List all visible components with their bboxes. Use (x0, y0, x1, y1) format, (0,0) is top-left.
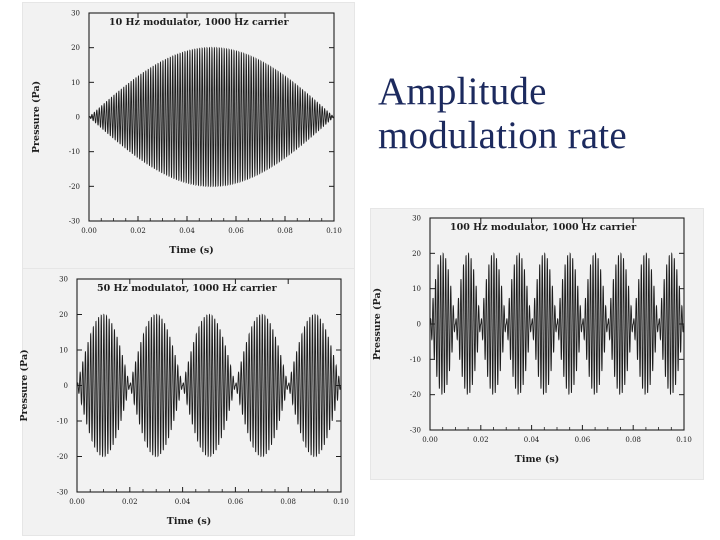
y-tick-label: 30 (59, 275, 68, 284)
waveform-series (89, 48, 334, 186)
y-tick-label: 20 (59, 311, 68, 319)
y-tick-label: 0 (75, 113, 80, 122)
x-tick-label: 0.06 (574, 436, 591, 444)
x-tick-label: 0.10 (326, 227, 342, 235)
slide-title-line-1: Amplitude (378, 70, 547, 113)
y-axis-label: Pressure (Pa) (372, 287, 383, 361)
y-tick-label: -20 (68, 182, 80, 191)
chart-panel-100hz (370, 208, 704, 480)
y-tick-label: -30 (68, 217, 80, 226)
chart-svg (370, 208, 704, 480)
x-tick-label: 0.04 (174, 498, 191, 506)
x-axis-label: Time (s) (166, 516, 212, 527)
y-axis-label: Pressure (Pa) (31, 80, 42, 154)
x-tick-label: 0.08 (280, 498, 296, 506)
x-tick-label: 0.04 (179, 227, 195, 235)
x-tick-label: 0.00 (69, 498, 85, 506)
chart-panel-50hz (19, 268, 355, 536)
y-tick-label: -10 (68, 148, 80, 157)
waveform-series (430, 254, 684, 395)
x-tick-label: 0.04 (523, 436, 540, 444)
y-tick-label: 20 (412, 249, 421, 258)
chart-title: 100 Hz modulator, 1000 Hz carrier (450, 222, 637, 233)
slide-title (378, 70, 708, 158)
x-tick-label: 0.08 (277, 227, 293, 235)
y-tick-label: -10 (56, 417, 68, 426)
y-tick-label: -30 (56, 488, 68, 497)
x-tick-label: 0.10 (676, 436, 692, 444)
x-tick-label: 0.06 (227, 498, 244, 506)
x-tick-label: 0.02 (122, 498, 138, 506)
slide-title-line-2: modulation rate (378, 114, 627, 157)
y-tick-label: 30 (71, 9, 80, 18)
waveform-series (77, 315, 341, 457)
x-tick-label: 0.00 (81, 227, 97, 235)
y-tick-label: -20 (409, 391, 421, 400)
x-axis-label: Time (s) (169, 245, 214, 256)
y-tick-label: 20 (71, 44, 80, 53)
x-tick-label: 0.06 (228, 227, 244, 235)
x-tick-label: 0.00 (422, 436, 438, 444)
chart-title: 10 Hz modulator, 1000 Hz carrier (109, 17, 289, 28)
y-tick-label: 0 (63, 382, 68, 390)
y-axis-label: Pressure (Pa) (19, 349, 30, 422)
x-tick-label: 0.08 (625, 436, 641, 444)
x-tick-label: 0.02 (130, 227, 146, 235)
chart-svg (19, 268, 355, 536)
x-tick-label: 0.10 (333, 498, 349, 506)
y-tick-label: -30 (409, 426, 421, 435)
x-tick-label: 0.02 (473, 436, 489, 444)
chart-svg (22, 2, 355, 270)
y-tick-label: -10 (409, 355, 421, 364)
y-tick-label: 10 (71, 78, 80, 87)
y-tick-label: 30 (412, 214, 421, 223)
chart-title: 50 Hz modulator, 1000 Hz carrier (97, 283, 277, 294)
y-tick-label: 0 (416, 320, 421, 329)
chart-panel-10hz (22, 2, 355, 270)
y-tick-label: 10 (412, 285, 421, 294)
y-tick-label: 10 (59, 346, 68, 355)
y-tick-label: -20 (56, 453, 68, 461)
x-axis-label: Time (s) (514, 454, 560, 465)
